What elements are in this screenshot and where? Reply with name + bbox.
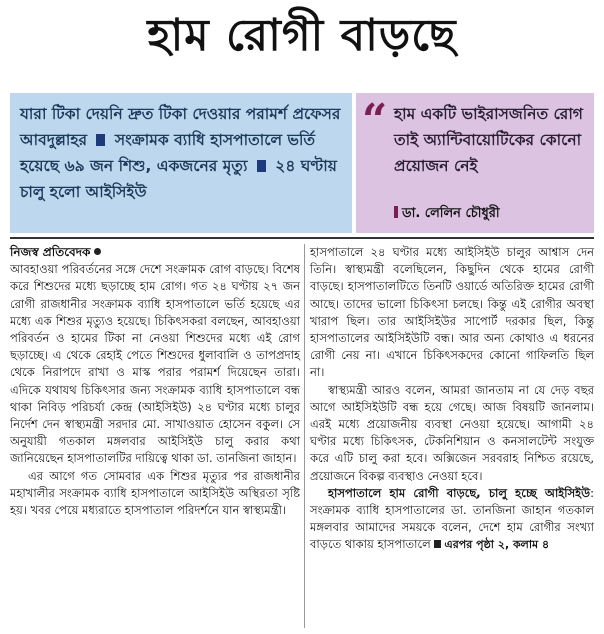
- article-column-left: [10, 244, 300, 519]
- article-paragraph: হাসপাতালে ২৪ ঘণ্টার মধ্যে আইসিইউ চালুর আশ্বাস দেন তিনি। স্বাস্থ্যমন্ত্রী বলেছিলেন, কিছুদিন থেকে হামের রোগী বাড়ছে। হাসপাতালটিতে তিনটি ওয়ার্ডে অতিরিক্ত হামের রোগী আছে। তাদের ভালো চিকিৎসা চলছে। কিন্তু এই রোগীর অবস্থা খারাপ ছিল। তার আইসিইউর সাপোর্ট দরকার ছিল, কিন্তু হাসপাতালের আইসিইউটি বন্ধ। আর অন্য কোথাও এ ধরনের রোগী নেয় না। এখানে চিকিৎসকদের কোনো গাফিলতি ছিল না।: [310, 245, 594, 380]
- article-column-right: [310, 244, 594, 554]
- byline-bar-icon: [394, 206, 398, 218]
- summary-part-1: যারা টিকা দেয়নি দ্রুত টিকা দেওয়ার পরামর্শ প্রফেসর আবদুল্লাহর: [20, 105, 341, 149]
- continued-text: এরপর পৃষ্ঠা ২, কলাম ৪: [444, 538, 550, 552]
- column-divider: [304, 244, 305, 628]
- square-bullet-icon: [96, 134, 105, 146]
- quote-mark-icon: “: [362, 95, 388, 146]
- quote-panel: [356, 93, 594, 233]
- square-bullet-icon: [257, 160, 266, 172]
- square-bullet-icon: [434, 540, 441, 548]
- headline: হাম রোগী বাড়ছে: [147, 10, 457, 61]
- section-divider: [10, 237, 594, 239]
- quote-text: হাম একটি ভাইরাসজনিত রোগ তাই অ্যান্টিবায়োটিকের কোনো প্রয়োজন নেই: [394, 105, 583, 175]
- reporter-name: নিজস্ব প্রতিবেদক: [10, 245, 91, 259]
- quote-byline-name: ডা. লেলিন চৌধুরী: [402, 206, 500, 221]
- article-paragraph: স্বাস্থ্যমন্ত্রী আরও বলেন, আমরা জানতাম না যে দেড় বছর আগে আইসিইউটি বন্ধ হয়ে গেছে। আজ বিষয়টি জানলাম। এরই মধ্যে প্রয়োজনীয় ব্যবস্থা নেওয়া হয়েছে। আগামী ২৪ ঘণ্টার মধ্যে চিকিৎসক, টেকনিশিয়ান ও কনসালটেন্ট সংযুক্ত করে এটি চালু করা হবে। অক্সিজেন সরবরাহ নিশ্চিত রয়েছে, প্রয়োজনে বিকল্প ব্যবস্থাও নেওয়া হবে।: [310, 382, 594, 483]
- article-paragraph-subhead: [310, 485, 594, 554]
- quote-byline: [394, 204, 500, 225]
- subhead-body: : সংক্রামক ব্যাধি হাসপাতালের ডা. তানজিনা জাহান গতকাল মঙ্গলবার আমাদের সময়কে বলেন, দেশে হাম রোগীর সংখ্যা বাড়তে থাকায় হাসপাতালে: [310, 485, 594, 552]
- summary-panel: [10, 93, 352, 233]
- subhead: হাসপাতালে হাম রোগী বাড়ছে, চালু হচ্ছে আইসিইউ: [328, 485, 591, 500]
- reporter-line: [10, 244, 300, 261]
- article-paragraph: আবহাওয়া পরিবর্তনের সঙ্গে দেশে সংক্রামক রোগ বাড়ছে। বিশেষ করে শিশুদের মধ্যে ছড়াচ্ছে হাম রোগ। গত ২৪ ঘণ্টায় ২৭ জন রোগী রাজধানীর সংক্রামক ব্যাধি হাসপাতালে ভর্তি হয়েছে এর মধ্যে এক শিশুর মৃত্যুও হয়েছে। চিকিৎসকরা বলছেন, আবহাওয়া পরিবর্তন ও হামের টিকা না নেওয়া শিশুদের মধ্যে এই রোগ ছড়াচ্ছে। এ থেকে রেহাই পেতে শিশুদের ধুলাবালি ও তাপপ্রদাহ থেকে নিরাপদে রাখা ও মাস্ক পরার পরামর্শ দিয়েছেন তারা। এদিকে যথাযথ চিকিৎসার জন্য সংক্রামক ব্যাধি হাসপাতালে বন্ধ থাকা নিবিড় পরিচর্যা কেন্দ্র (আইসিইউ) ২৪ ঘণ্টার মধ্যে চালুর নির্দেশ দেন স্বাস্থ্যমন্ত্রী সরদার মো. সাখাওয়াত হোসেন বকুল। সে অনুযায়ী গতকাল মঙ্গলবার আইসিইউ চালু করার কথা জানিয়েছেন হাসপাতালটির দায়িত্বে থাকা ডা. তানজিনা জাহান।: [10, 262, 300, 466]
- article-paragraph: এর আগে গত সোমবার এক শিশুর মৃত্যুর পর রাজধানীর মহাখালীর সংক্রামক ব্যাধি হাসপাতালে আইসিইউ অস্থিরতা সৃষ্টি হয়। খবর পেয়ে মধ্যরাতে হাসপাতাল পরিদর্শনে যান স্বাস্থ্যমন্ত্রী।: [10, 468, 300, 518]
- bullet-dot-icon: [94, 248, 101, 255]
- summary-part-2: সংক্রামক ব্যাধি হাসপাতালে ভর্তি হয়েছে ৬৯ জন শিশু, একজনের মৃত্যু: [20, 131, 316, 175]
- summary-part-3: ২৪ ঘণ্টায় চালু হলো আইসিইউ: [20, 157, 337, 201]
- summary-text: [20, 101, 342, 205]
- continued-note: [434, 538, 549, 551]
